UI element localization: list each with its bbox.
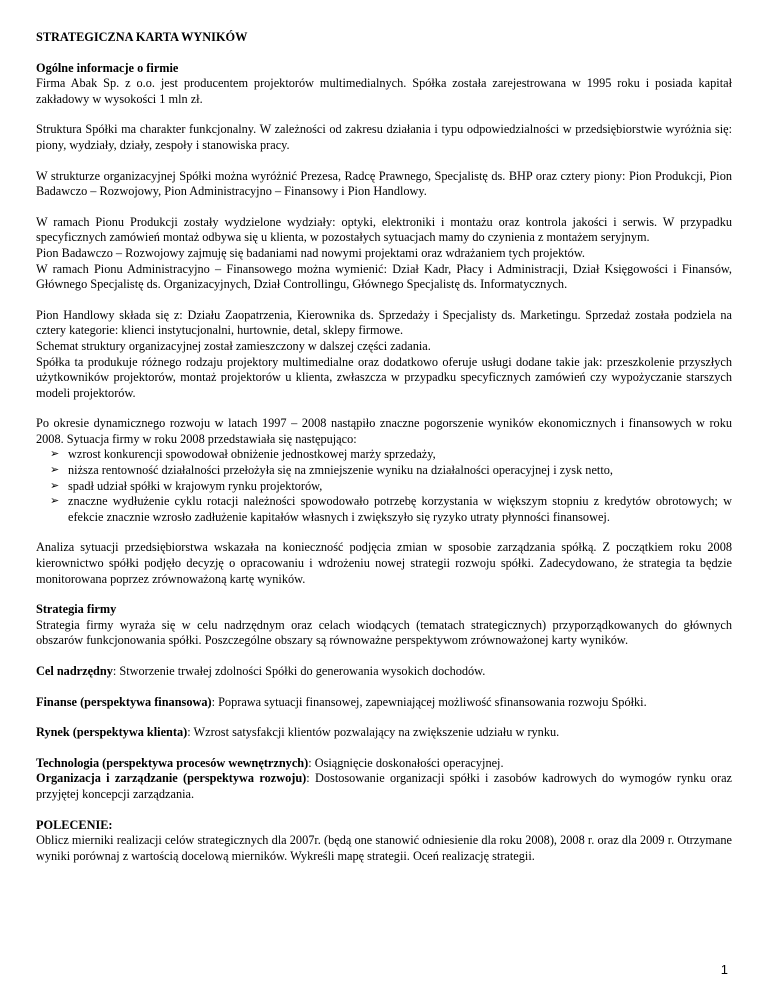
market-text: : Wzrost satysfakcji klientów pozwalający na zwiększenie udziału w rynku. (187, 725, 560, 740)
technology-organization-paragraph (36, 756, 732, 803)
arrow-bullet-icon: ➢ (50, 448, 60, 461)
technology-text: : Osiągnięcie doskonałości operacyjnej. (308, 755, 504, 770)
technology-label: Technologia (perspektywa procesów wewnętrznych) (36, 755, 309, 770)
services-text: Spółka ta produkuje różnego rodzaju projektory multimedialne oraz dodatkowo oferuje usługi dodane takie jak: przeszkolenie przyszłych użytkowników projektorów, montaż projektorów u klienta, zwłaszcza w przypadku specyficznych zamówień czy wypożyczanie starszych modeli projektorów. (36, 354, 732, 400)
goal-paragraph (36, 664, 732, 680)
rnd-text: Pion Badawczo – Rozwojowy zajmuję się badaniami nad nowymi projektami oraz wdrażaniem tych projektów. (36, 245, 585, 260)
list-item: ➢ niższa rentowność działalności przełożyła się na zmniejszenie wyniku na działalności operacyjnej i zysk netto, (50, 463, 613, 478)
sales-paragraph (36, 308, 732, 402)
analysis-paragraph: Analiza sytuacji przedsiębiorstwa wskazała na konieczność podjęcia zmian w sposobie zarządzania spółką. Z początkiem roku 2008 kierownictwo spółki podjęło decyzję o opracowaniu i wdrożeniu nowej strategii rozwoju spółki. Zadecydowano, że strategia ta będzie monitorowana poprzez zrównoważoną kartę wyników. (36, 540, 732, 586)
goal-text: : Stworzenie trwałej zdolności Spółki do generowania wysokich dochodów. (112, 664, 486, 678)
page-number: 1 (720, 962, 728, 977)
market-paragraph (36, 725, 732, 741)
finance-paragraph (36, 695, 732, 711)
schema-text: Schemat struktury organizacyjnej został zamieszczony w dalszej części zadania. (36, 338, 431, 353)
document-page (36, 30, 732, 864)
arrow-bullet-icon: ➢ (50, 464, 60, 477)
list-item: ➢ wzrost konkurencji spowodował obniżenie jednostkowej marży sprzedaży, (50, 447, 436, 462)
task-heading: POLECENIE: (36, 817, 113, 832)
general-paragraph-2: Struktura Spółki ma charakter funkcjonalny. W zależności od zakresu działania i typu odpowiedzialności w przedsiębiorstwie wyróżnia się: piony, wydziały, działy, zespoły i stanowiska pracy. (36, 122, 732, 152)
production-text: W ramach Pionu Produkcji zostały wydzielone wydziały: optyki, elektroniki i montażu oraz kontrola jakości i serwis. W przypadku specyficznych zamówień montaż odbywa się u klienta, w pozostałych sytuacjach mamy do czynienia z montażem seryjnym. (36, 214, 732, 245)
document-title: STRATEGICZNA KARTA WYNIKÓW (36, 30, 248, 44)
task-text: Oblicz mierniki realizacji celów strategicznych dla 2007r. (będą one stanowić odniesienie dla roku 2008), 2008 r. oraz dla 2009 r. Otrzymane wyniki porównaj z wartością docelową mierników. Wykreśli mapę strategii. Oceń realizację strategii. (36, 833, 732, 863)
situation-paragraph: Po okresie dynamicznego rozwoju w latach 1997 – 2008 nastąpiło znaczne pogorszenie wyników ekonomicznych i finansowych w roku 2008. Sytuacja firmy w roku 2008 przedstawiała się następująco: (36, 416, 732, 446)
general-paragraph-3: W strukturze organizacyjnej Spółki można wyróżnić Prezesa, Radcę Prawnego, Specjalistę ds. BHP oraz cztery piony: Pion Produkcji, Pion Badawczo – Rozwojowy, Pion Administracyjno – Finansowy i Pion Handlowy. (36, 168, 732, 199)
market-label: Rynek (perspektywa klienta) (36, 725, 188, 740)
finance-text: : Poprawa sytuacji finansowej, zapewniającej możliwość sfinansowania rozwoju Spółki. (211, 694, 647, 709)
organization-text: : Dostosowanie organizacji spółki i zasobów kadrowych do wymogów rynku oraz przyjętej koncepcji zarządzania. (36, 771, 732, 801)
strategy-section (36, 602, 732, 649)
situation-list (36, 447, 732, 525)
sales-text: Pion Handlowy składa się z: Działu Zaopatrzenia, Kierownika ds. Sprzedaży i Specjalisty ds. Marketingu. Sprzedaż została podziela na cztery kategorie: klienci instytucjonalni, hurtownie, detal, sklepy firmowe. (36, 307, 732, 338)
general-section (36, 61, 732, 108)
list-item: ➢ znaczne wydłużenie cyklu rotacji należności spowodowało potrzebę korzystania w większym stopniu z kredytów obrotowych; w efekcie znacznie wzrosło zadłużenie kapitałów własnych i zwiększyło się ryzyko utraty płynności finansowej. (50, 494, 732, 524)
arrow-bullet-icon: ➢ (50, 479, 60, 492)
list-item: ➢ spadł udział spółki w krajowym rynku projektorów, (50, 478, 323, 493)
arrow-bullet-icon: ➢ (50, 495, 60, 508)
general-paragraph-1: Firma Abak Sp. z o.o. jest producentem projektorów multimedialnych. Spółka została zarejestrowana w 1995 roku i posiada kapitał zakładowy w wysokości 1 mln zł. (36, 76, 732, 106)
production-paragraph (36, 215, 732, 293)
organization-label: Organizacja i zarządzanie (perspektywa rozwoju) (36, 771, 307, 786)
finance-label: Finanse (perspektywa finansowa) (36, 694, 212, 709)
task-section (36, 818, 732, 865)
strategy-text: Strategia firmy wyraża się w celu nadrzędnym oraz celach wiodących (tematach strategicznych) przyporządkowanych do głównych obszarów funkcjonowania spółki. Poszczególne obszary są równoważne perspektywom zrównoważonej karty wyników. (36, 617, 732, 648)
goal-label: Cel nadrzędny (36, 664, 113, 678)
strategy-heading: Strategia firmy (36, 602, 117, 617)
admin-text: W ramach Pionu Administracyjno – Finansowego można wymienić: Dział Kadr, Płacy i Administracji, Dział Księgowości i Finansów, Głównego Specjalistę ds. Organizacyjnych, Dział Controllingu, Głównego Specjalistę ds. Informatycznych. (36, 261, 732, 292)
general-heading: Ogólne informacje o firmie (36, 60, 179, 75)
